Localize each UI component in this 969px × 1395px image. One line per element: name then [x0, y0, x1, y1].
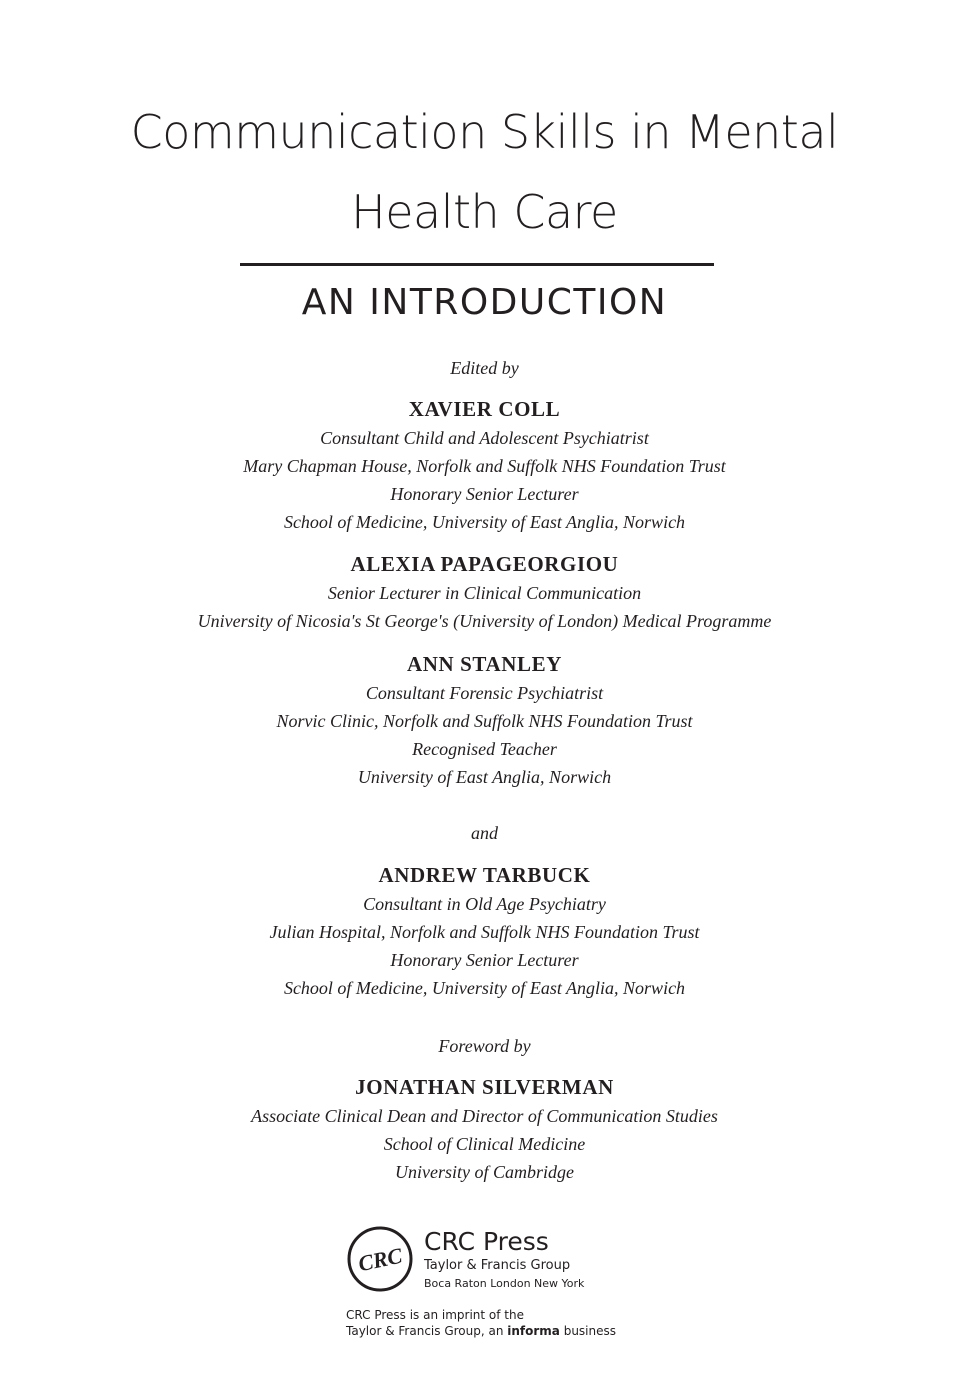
publisher-group: Taylor & Francis Group [424, 1258, 571, 1273]
editor-affiliation: Honorary Senior Lecturer [390, 484, 579, 504]
editor-affiliation: Julian Hospital, Norfolk and Suffolk NHS Foundation Trust [269, 922, 700, 942]
publisher-cities: Boca Raton London New York [424, 1277, 585, 1290]
foreword-section [0, 1032, 969, 1060]
foreword-author-affiliation: University of Cambridge [395, 1162, 574, 1182]
imprint-note [346, 1307, 616, 1339]
foreword-author-block [0, 1072, 969, 1186]
imprint-line-1: CRC Press is an imprint of the [346, 1308, 524, 1322]
book-title-line-1: Communication Skills in Mental [130, 105, 839, 159]
editor-name: ANDREW TARBUCK [378, 863, 591, 887]
editor-affiliation: Mary Chapman House, Norfolk and Suffolk NHS Foundation Trust [243, 456, 726, 476]
title-divider [240, 263, 714, 266]
crc-logo-text: CRC [355, 1242, 405, 1277]
book-title-line-2: Health Care [351, 185, 618, 239]
editor-affiliation: School of Medicine, University of East Anglia, Norwich [283, 512, 686, 532]
editor-affiliation: Norvic Clinic, Norfolk and Suffolk NHS Foundation Trust [276, 711, 693, 731]
and-label: and [471, 823, 498, 843]
edited-by-section [0, 354, 969, 382]
editor-affiliation: University of Nicosia's St George's (University of London) Medical Programme [197, 611, 772, 631]
and-section [0, 819, 969, 847]
publisher-name: CRC Press [424, 1227, 549, 1256]
editor-name: ANN STANLEY [407, 652, 562, 676]
editor-affiliation: Senior Lecturer in Clinical Communication [327, 583, 642, 603]
publisher-logo [346, 1225, 646, 1305]
editor-name: XAVIER COLL [408, 397, 561, 421]
edited-by-label: Edited by [450, 358, 519, 378]
imprint-line-2-prefix: Taylor & Francis Group, an [346, 1324, 508, 1338]
book-title [0, 92, 969, 252]
editor-block [0, 549, 969, 635]
editor-block [0, 860, 969, 1002]
foreword-label: Foreword by [438, 1036, 531, 1056]
editor-block [0, 394, 969, 536]
imprint-line-2 [346, 1323, 616, 1339]
imprint-informa: informa [507, 1324, 560, 1338]
editor-affiliation: Honorary Senior Lecturer [390, 950, 579, 970]
imprint-line-2-suffix: business [559, 1324, 617, 1338]
editor-block [0, 649, 969, 791]
foreword-author-affiliation: Associate Clinical Dean and Director of Communication Studies [251, 1106, 718, 1126]
editor-affiliation: Consultant in Old Age Psychiatry [363, 894, 606, 914]
book-subtitle: AN INTRODUCTION [301, 282, 668, 323]
editor-name: ALEXIA PAPAGEORGIOU [350, 552, 619, 576]
editor-affiliation: University of East Anglia, Norwich [357, 767, 612, 787]
editor-affiliation: Consultant Forensic Psychiatrist [365, 683, 604, 703]
foreword-author-name: JONATHAN SILVERMAN [355, 1075, 614, 1099]
editor-affiliation: School of Medicine, University of East Anglia, Norwich [283, 978, 686, 998]
editor-affiliation: Recognised Teacher [412, 739, 557, 759]
crc-logo-icon [346, 1225, 414, 1293]
editor-affiliation: Consultant Child and Adolescent Psychiatrist [320, 428, 649, 448]
foreword-author-affiliation: School of Clinical Medicine [383, 1134, 586, 1154]
